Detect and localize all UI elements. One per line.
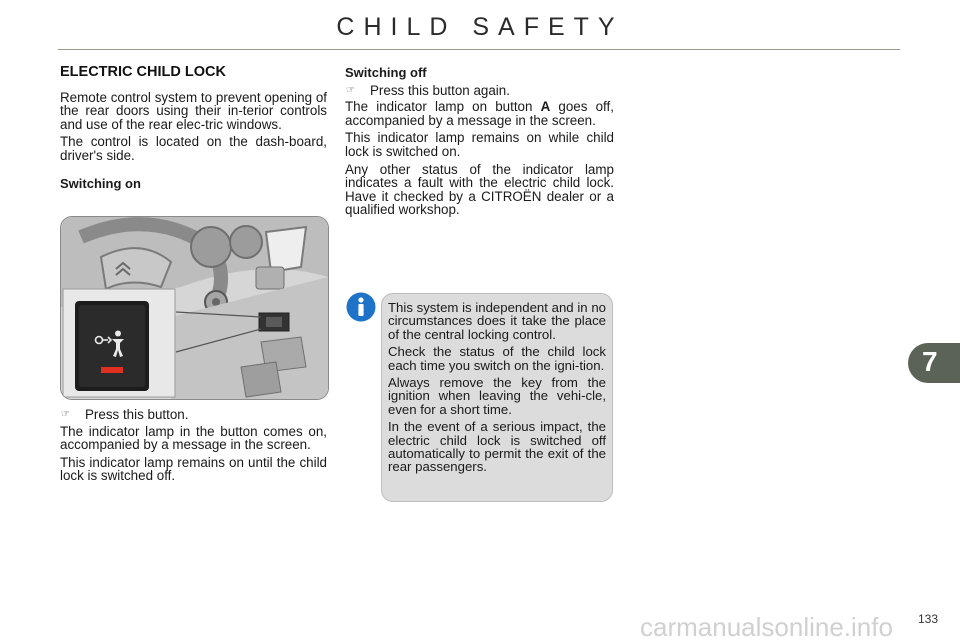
- page-number: 133: [917, 612, 938, 626]
- intro-paragraph-1: Remote control system to prevent opening of the rear doors using their in-terior controls and use of the rear elec-tric windows.: [60, 89, 327, 132]
- right-column: [345, 66, 614, 221]
- info-paragraph: This system is independent and in no circumstances does it take the place of the central locking control.: [388, 300, 606, 342]
- bullet-text: Press this button again.: [370, 82, 510, 98]
- paragraph: [345, 100, 614, 127]
- pointing-hand-icon: ☞: [61, 409, 70, 420]
- chapter-tab: [908, 343, 960, 383]
- info-icon: [346, 292, 376, 322]
- left-column: [60, 66, 327, 192]
- info-paragraph: Check the status of the child lock each time you switch on the igni-tion.: [388, 344, 606, 373]
- watermark: carmanualsonline.info: [640, 612, 893, 642]
- paragraph: The indicator lamp in the button comes on, accompanied by a message in the screen.: [60, 423, 327, 453]
- section-heading: ELECTRIC CHILD LOCK: [60, 64, 226, 80]
- paragraph: This indicator lamp remains on until the child lock is switched off.: [60, 454, 327, 484]
- dashboard-illustration: [60, 216, 329, 400]
- page-title: CHILD SAFETY: [336, 13, 624, 41]
- paragraph: This indicator lamp remains on while child lock is switched on.: [345, 130, 614, 159]
- bullet-item: [345, 84, 614, 98]
- left-column-lower: [60, 408, 327, 487]
- bullet-text: Press this button.: [85, 407, 189, 422]
- title-divider: [58, 49, 900, 50]
- paragraph: Any other status of the indicator lamp indicates a fault with the electric child lock. Have it checked by a CITROËN dealer or a qualified workshop.: [345, 161, 614, 218]
- info-paragraph: In the event of a serious impact, the electric child lock is switched off automatically to permit the exit of the rear passengers.: [388, 419, 606, 475]
- info-box: [381, 293, 613, 502]
- button-label-a: A: [540, 99, 551, 115]
- switching-off-title: Switching off: [345, 65, 427, 80]
- text-fragment: goes off, accompanied by a message in the screen.: [345, 99, 614, 128]
- chapter-number: 7: [922, 346, 938, 377]
- intro-paragraph-2: The control is located on the dash-board, driver's side.: [60, 134, 327, 163]
- bullet-item: [60, 408, 327, 422]
- info-paragraph: Always remove the key from the ignition when leaving the vehi-cle, even for a short time.: [388, 375, 606, 417]
- text-fragment: The indicator lamp on button: [345, 99, 541, 115]
- switching-on-title: Switching on: [60, 175, 141, 191]
- pointing-hand-icon: ☞: [346, 84, 355, 96]
- child-lock-icon: [91, 329, 135, 359]
- indicator-lamp: [101, 367, 123, 373]
